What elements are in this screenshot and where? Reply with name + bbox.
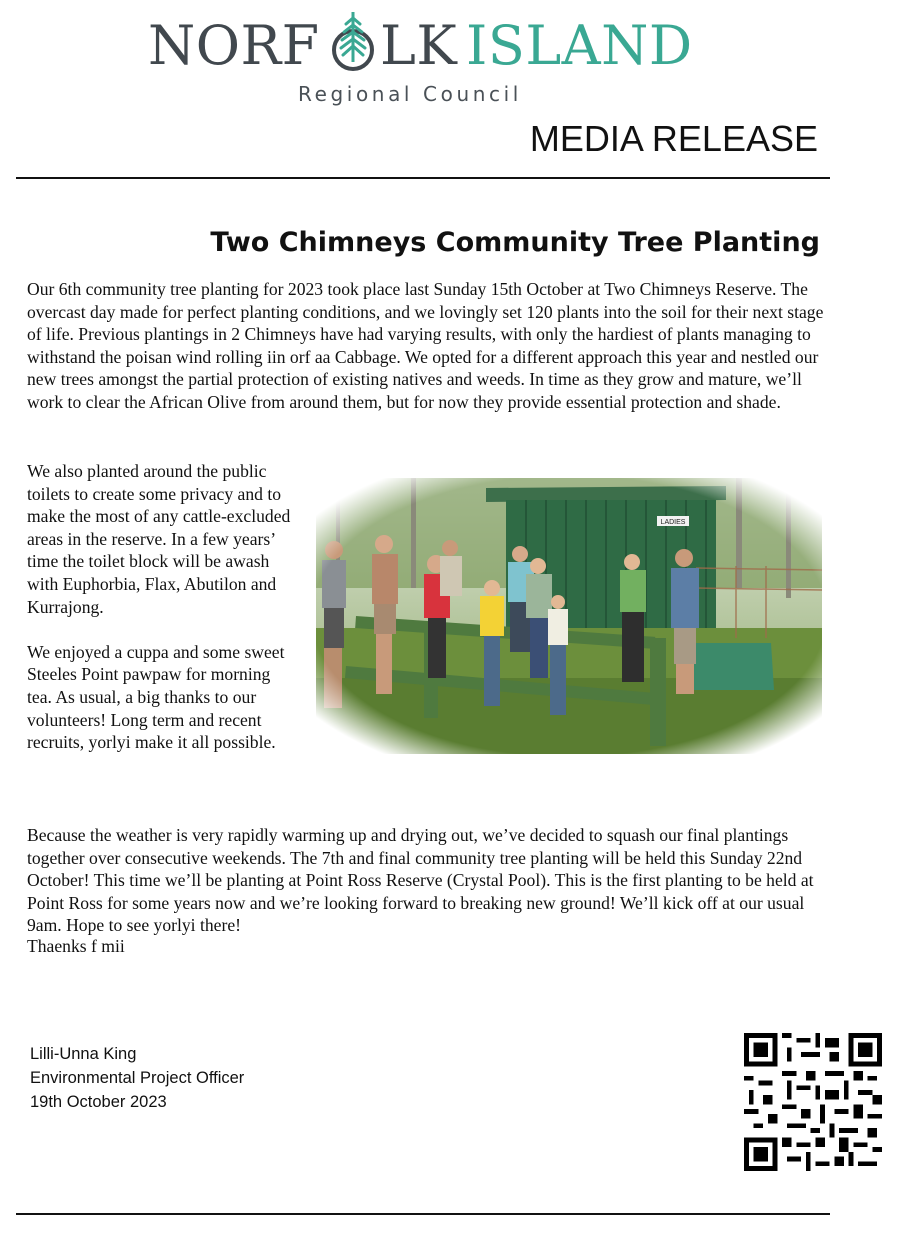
article-paragraph-3: We enjoyed a cuppa and some sweet Steeles Point pawpaw for morning tea. As usual, a big thanks to our volunteers! Long term and recent recruits, yorlyi make it all possible. xyxy=(27,641,285,753)
side-column xyxy=(27,460,297,754)
author-name: Lilli-Unna King xyxy=(30,1045,137,1063)
volunteers-photo xyxy=(316,478,822,754)
logo-text-norf: NORF xyxy=(148,14,320,77)
article-signoff: Thaenks f mii xyxy=(27,936,125,956)
logo-text-island: ISLAND xyxy=(466,14,693,77)
release-date: 19th October 2023 xyxy=(30,1093,167,1111)
logo-wordmark xyxy=(148,10,708,80)
article-paragraph-1: Our 6th community tree planting for 2023 took place last Sunday 15th October at Two Chimneys Reserve. The overcast day made for perfect planting conditions, and we lovingly set 120 plants into the soil for their next stage of life. Previous plantings in 2 Chimneys have had varying results, with only the hardiest of plants managing to withstand the poisan wind rolling iin orf aa Cabbage. We opted for a different approach this year and nestled our new trees amongst the partial protection of existing natives and weeds. In time as they grow and mature, we’ll work to clear the African Olive from around them, but for now they provide essential protection and shade. xyxy=(27,279,824,412)
article-paragraph-2: We also planted around the public toilets to create some privacy and to make the most of any cattle-excluded areas in the reserve. In a few years’ time the toilet block will be awash with Euphorbia, Flax, Abutilon and Kurrajong. xyxy=(27,461,291,617)
qr-code xyxy=(744,1033,882,1171)
bottom-divider xyxy=(16,1213,830,1215)
council-logo xyxy=(0,4,900,104)
article-title: Two Chimneys Community Tree Planting xyxy=(210,227,820,258)
logo-subtitle: Regional Council xyxy=(298,82,522,106)
signature-block xyxy=(30,1042,244,1114)
logo-text-lk: LK xyxy=(380,14,458,77)
author-role: Environmental Project Officer xyxy=(30,1069,245,1087)
pine-leaf-icon xyxy=(326,10,380,76)
top-divider xyxy=(16,177,830,179)
media-release-label: MEDIA RELEASE xyxy=(529,118,818,159)
article-paragraph-4: Because the weather is very rapidly warming up and drying out, we’ve decided to squash our final plantings together over consecutive weekends. The 7th and final community tree planting will be held this Sunday 22nd October! This time we’ll be planting at Point Ross Reserve (Crystal Pool). This is the first planting to be held at Point Ross for some years now and we’re looking forward to breaking new ground! We’ll kick off at our usual 9am. Hope to see yorlyi there! xyxy=(27,825,814,936)
